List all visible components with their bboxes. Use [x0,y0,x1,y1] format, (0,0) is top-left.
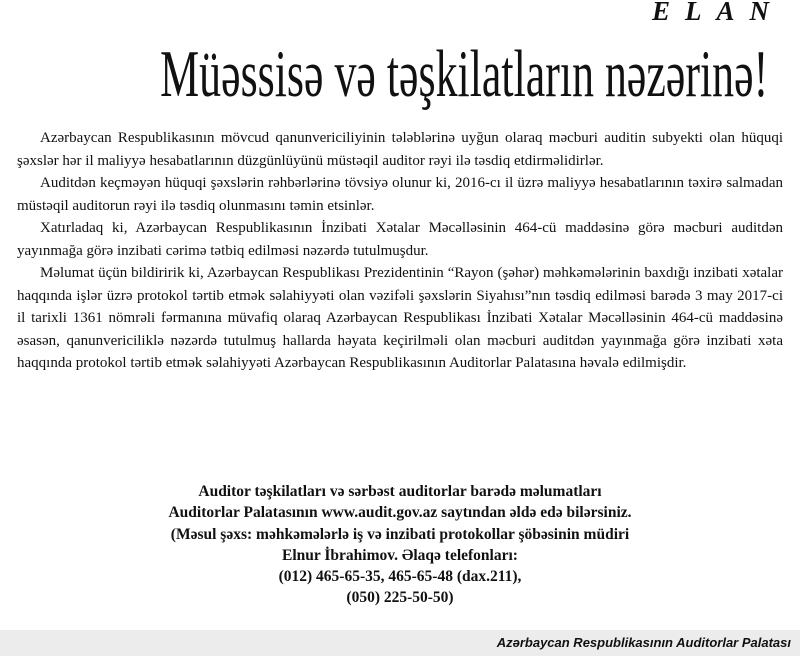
headline-text: Müəssisə və təşkilatların nəzərinə! [160,37,769,111]
contact-phone-line: (012) 465-65-35, 465-65-48 (dax.211), [278,568,522,586]
contact-line: (Məsul şəxs: məhkəmələrlə iş və inzibati protokollar şöbəsinin müdiri [170,525,630,543]
contact-line: Auditor təşkilatları və sərbəst auditorlar barədə məlumatları [198,483,602,500]
headline [0,34,800,114]
contact-line: Elnur İbrahimov. Əlaqə telefonları: [282,546,518,564]
paragraph: Məlumat üçün bildiririk ki, Azərbaycan Respublikası Prezidentinin “Rayon (şəhər) məhkəmələrinin baxdığı inzibati xətalar haqqında işlər üzrə protokol tərtib etmək səlahiyyəti olan vəzifəli şəxslərin Siyahısı”nın təsdiq edilməsi barədə 3 may 2017-ci il tarixli 1361 nömrəli fərmanına müvafiq olaraq Azərbaycan Respublikası İnzibati Xətalar Məcəlləsinin 464-cü maddəsinə əsasən, qanunvericiliklə nəzərdə tutulmuş hallarda həyata keçirilməli olan məcburi auditdən yayınmağa görə inzibati xəta haqqında protokol tərtib etmək səlahiyyəti Azərbaycan Respublikasının Auditorlar Palatasına həvalə edilmişdir. [17,265,783,371]
section-label: ELAN [651,0,784,26]
contact-line: Auditorlar Palatasının www.audit.gov.az saytından əldə edə bilərsiniz. [168,504,632,522]
contact-phone-line: (050) 225-50-50) [346,589,454,607]
footer-bar [0,630,800,656]
paragraph: Azərbaycan Respublikasının mövcud qanunvericiliyinin tələblərinə uyğun olaraq məcburi auditin subyekti olan hüquqi şəxslər hər il maliyyə hesabatlarının düzgünlüyünü müstəqil auditor rəyi ilə təsdiq etdirməlidirlər. [17,130,783,169]
announcement-body [17,127,783,375]
footer-signature: Azərbaycan Respublikasının Auditorlar Palatası [496,635,791,650]
paragraph: Auditdən keçməyən hüquqi şəxslərin rəhbərlərinə tövsiyə olunur ki, 2016-cı il üzrə maliyyə hesabatlarının təxirə salmadan müstəqil auditorun rəyi ilə təsdiq olunmasını təmin etsinlər. [17,175,783,214]
paragraph: Xatırladaq ki, Azərbaycan Respublikasının İnzibati Xətalar Məcəlləsinin 464-cü maddəsinə görə məcburi auditdən yayınmağa görə inzibati cərimə tətbiq edilməsi nəzərdə tutulmuşdur. [17,220,783,259]
contact-info [0,481,800,609]
